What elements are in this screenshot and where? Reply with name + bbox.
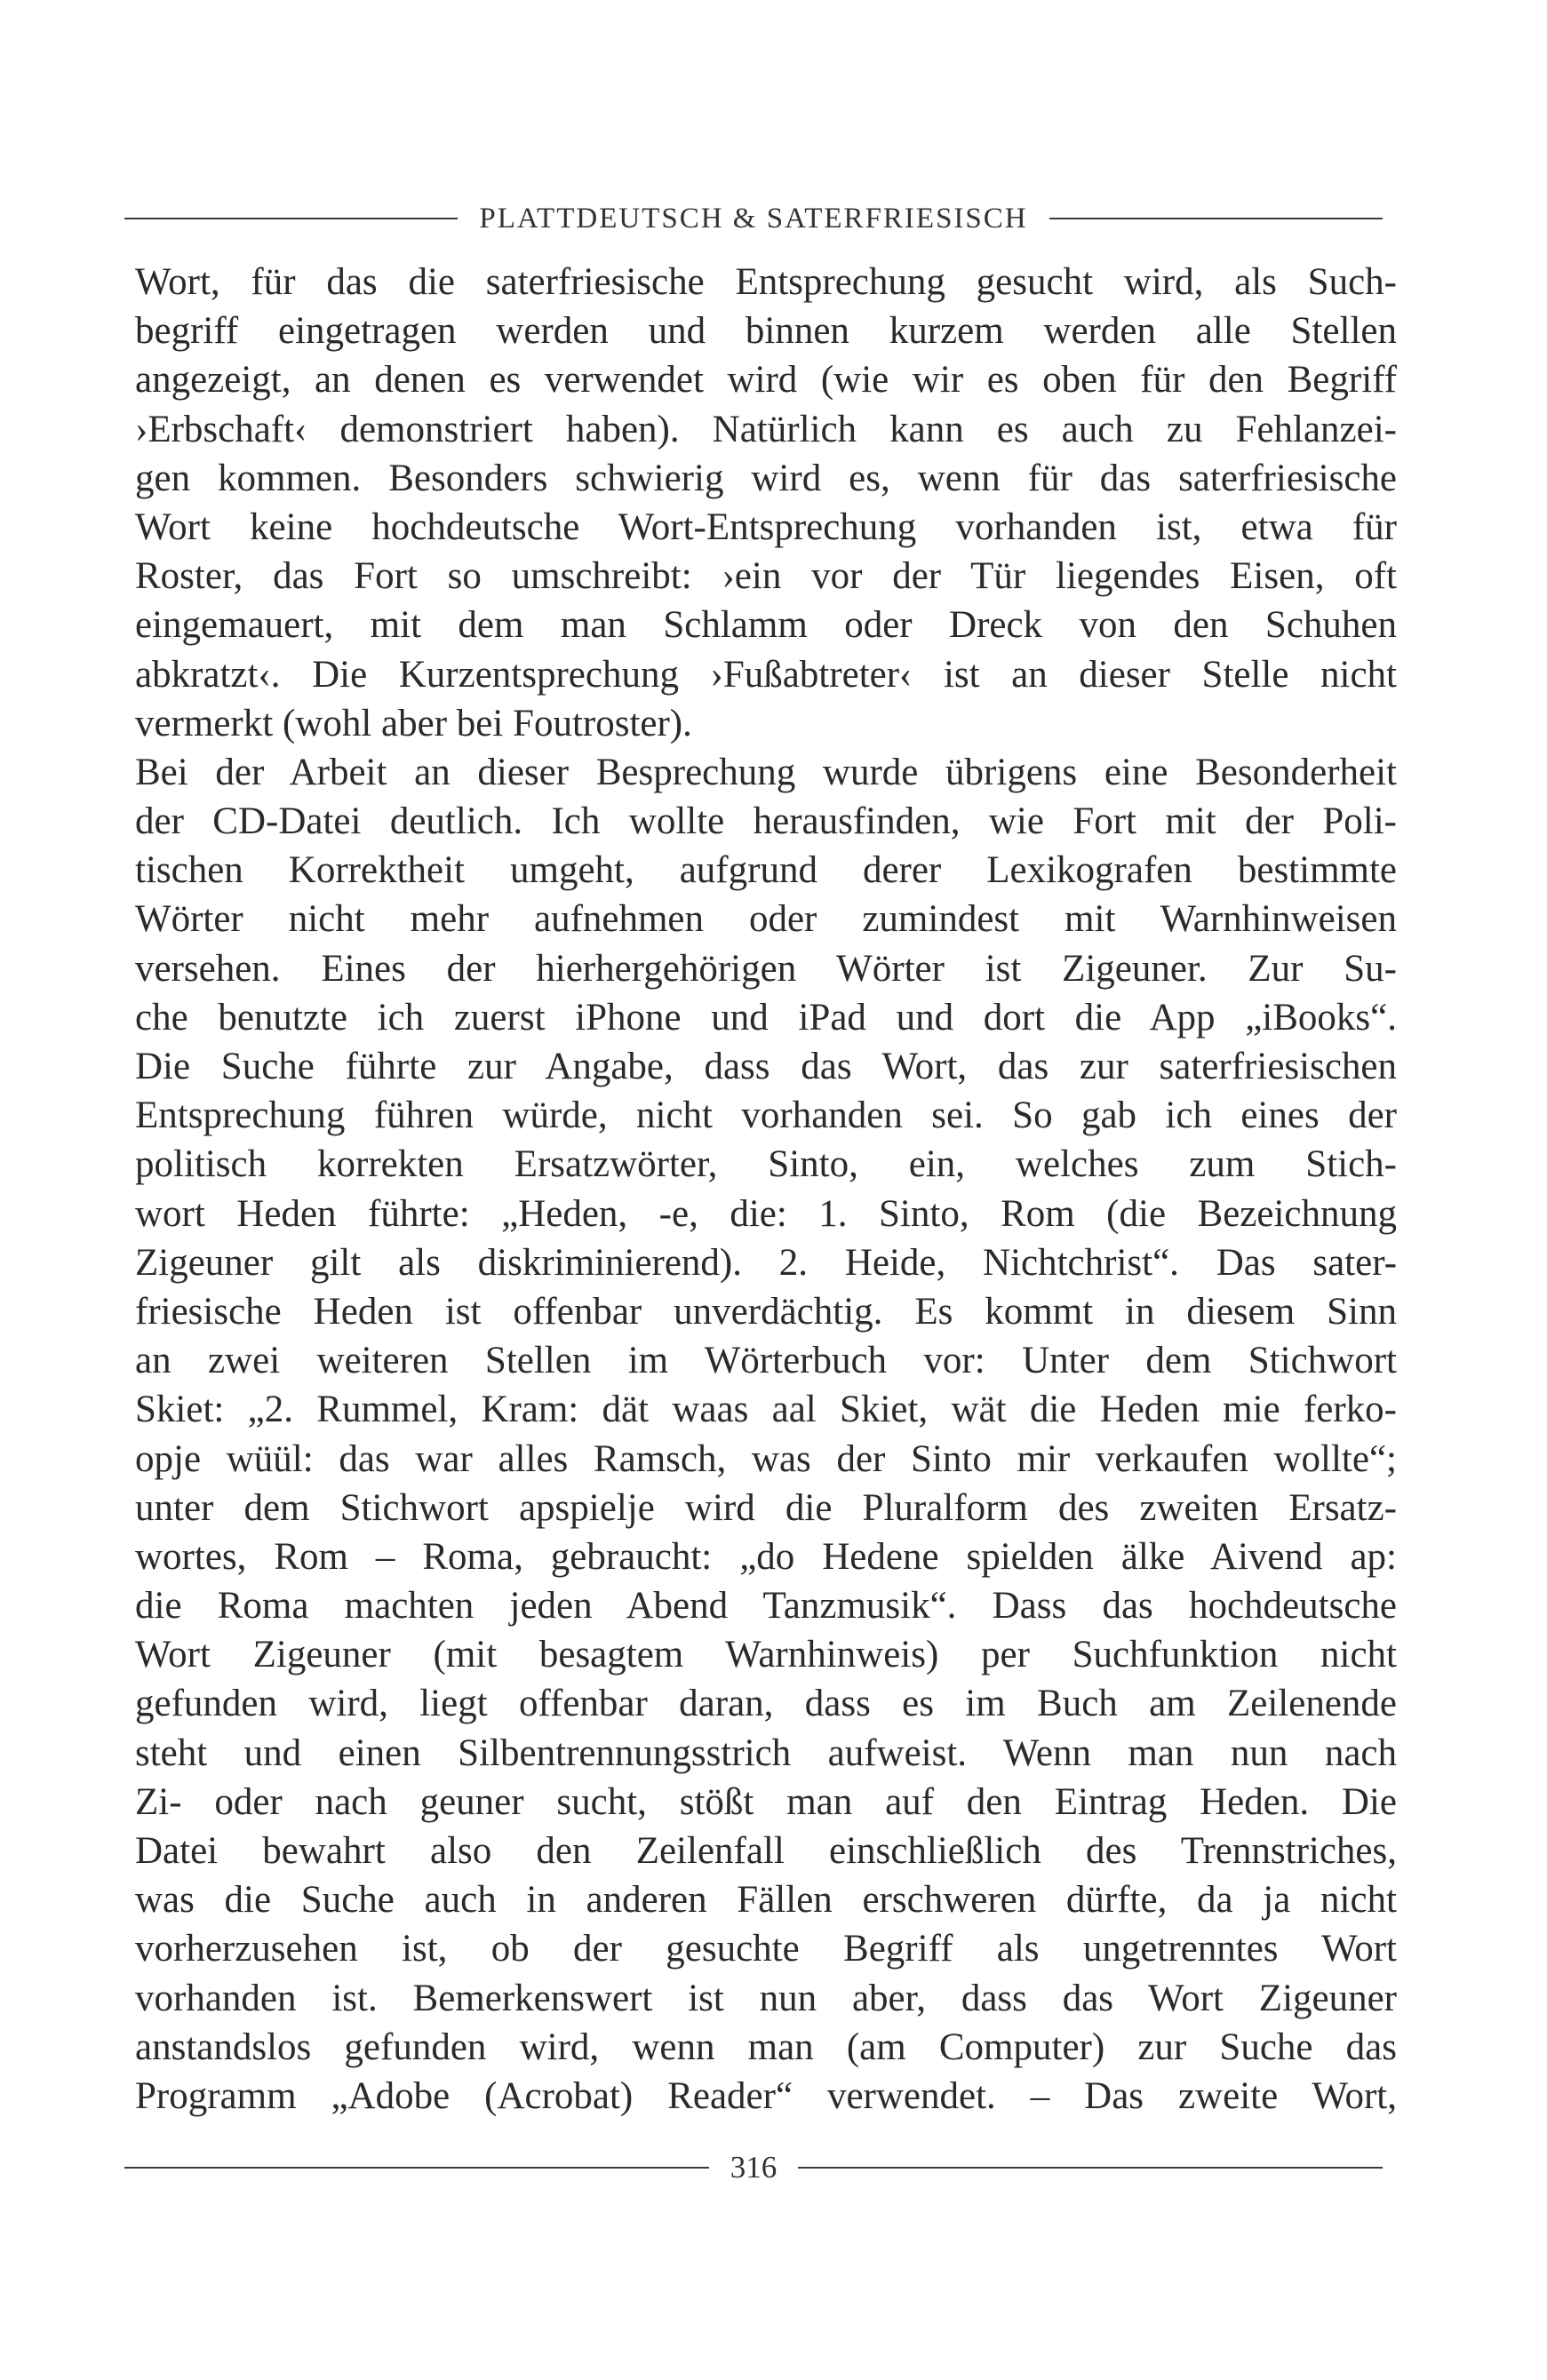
text-line: die Roma machten jeden Abend Tanzmusik“. Dass das hochdeutsche xyxy=(135,1585,1397,1628)
text-line: Bei der Arbeit an dieser Besprechung wurde übrigens eine Besonderheit xyxy=(135,751,1397,793)
text-line: ›Erbschaft‹ demonstriert haben). Natürlich kann es auch zu Fehlanzei- xyxy=(135,408,1397,450)
text-line: Entsprechung führen würde, nicht vorhanden sei. So gab ich eines der xyxy=(135,1094,1397,1137)
text-line: unter dem Stichwort apspielje wird die Pluralform des zweiten Ersatz- xyxy=(135,1486,1397,1529)
text-line: Wort Zigeuner (mit besagtem Warnhinweis) per Suchfunktion nicht xyxy=(135,1634,1397,1676)
text-line: Die Suche führte zur Angabe, dass das Wort, das zur saterfriesischen xyxy=(135,1046,1397,1087)
footer-rule-left xyxy=(124,2167,709,2169)
text-line: der CD-Datei deutlich. Ich wollte herausfinden, wie Fort mit der Poli- xyxy=(135,800,1397,843)
text-line: Wort, für das die saterfriesische Entsprechung gesucht wird, als Such- xyxy=(135,261,1397,303)
text-line: Roster, das Fort so umschreibt: ›ein vor der Tür liegendes Eisen, oft xyxy=(135,555,1397,598)
text-line: was die Suche auch in anderen Fällen erschweren dürfte, da ja nicht xyxy=(135,1879,1397,1922)
text-line: Zigeuner gilt als diskriminierend). 2. Heide, Nichtchrist“. Das sater- xyxy=(135,1241,1397,1284)
footer-rule-right xyxy=(798,2167,1383,2169)
text-line: tischen Korrektheit umgeht, aufgrund derer Lexikografen bestimmte xyxy=(135,849,1397,892)
header-rule-left xyxy=(124,218,458,219)
running-head xyxy=(124,194,1383,243)
page-number: 316 xyxy=(730,2150,777,2185)
text-line: anstandslos gefunden wird, wenn man (am Computer) zur Suche das xyxy=(135,2026,1397,2068)
text-line: gen kommen. Besonders schwierig wird es, wenn für das saterfriesische xyxy=(135,457,1397,499)
running-head-title: PLATTDEUTSCH & SATERFRIESISCH xyxy=(479,202,1028,235)
text-line: begriff eingetragen werden und binnen kurzem werden alle Stellen xyxy=(135,310,1397,353)
text-line: Wörter nicht mehr aufnehmen oder zumindest mit Warnhinweisen xyxy=(135,898,1397,941)
text-line: che benutzte ich zuerst iPhone und iPad und dort die App „iBooks“. xyxy=(135,996,1397,1039)
text-line: angezeigt, an denen es verwendet wird (wie wir es oben für den Begriff xyxy=(135,359,1397,402)
page-footer xyxy=(124,2143,1383,2193)
text-line: wortes, Rom – Roma, gebraucht: „do Hedene spielden älke Aivend ap: xyxy=(135,1535,1397,1578)
text-line: gefunden wird, liegt offenbar daran, dass es im Buch am Zeilenende xyxy=(135,1683,1397,1725)
text-line: vorherzusehen ist, ob der gesuchte Begriff als ungetrenntes Wort xyxy=(135,1928,1397,1970)
text-line: Datei bewahrt also den Zeilenfall einschließlich des Trennstriches, xyxy=(135,1830,1397,1872)
text-line: friesische Heden ist offenbar unverdächtig. Es kommt in diesem Sinn xyxy=(135,1290,1397,1333)
text-line: an zwei weiteren Stellen im Wörterbuch vor: Unter dem Stichwort xyxy=(135,1340,1397,1382)
text-line: Programm „Adobe (Acrobat) Reader“ verwendet. – Das zweite Wort, xyxy=(135,2074,1397,2117)
text-line: politisch korrekten Ersatzwörter, Sinto, ein, welches zum Stich- xyxy=(135,1143,1397,1186)
body-text xyxy=(135,258,1397,2121)
text-line: Wort keine hochdeutsche Wort-Entsprechung vorhanden ist, etwa für xyxy=(135,505,1397,548)
header-rule-right xyxy=(1049,218,1383,219)
text-line: wort Heden führte: „Heden, -e, die: 1. Sinto, Rom (die Bezeichnung xyxy=(135,1192,1397,1235)
text-line: Skiet: „2. Rummel, Kram: dät waas aal Skiet, wät die Heden mie ferko- xyxy=(135,1389,1397,1431)
text-line: vorhanden ist. Bemerkenswert ist nun aber, dass das Wort Zigeuner xyxy=(135,1977,1397,2019)
text-line: abkratzt‹. Die Kurzentsprechung ›Fußabtreter‹ ist an dieser Stelle nicht xyxy=(135,653,1397,696)
text-line: Zi- oder nach geuner sucht, stößt man auf den Eintrag Heden. Die xyxy=(135,1780,1397,1823)
text-line: opje wüül: das war alles Ramsch, was der Sinto mir verkaufen wollte“; xyxy=(135,1437,1397,1480)
text-line: steht und einen Silbentrennungsstrich aufweist. Wenn man nun nach xyxy=(135,1731,1397,1774)
text-line: vermerkt (wohl aber bei Foutroster). xyxy=(135,702,692,744)
text-line: eingemauert, mit dem man Schlamm oder Dreck von den Schuhen xyxy=(135,604,1397,647)
text-line: versehen. Eines der hierhergehörigen Wörter ist Zigeuner. Zur Su- xyxy=(135,947,1397,990)
